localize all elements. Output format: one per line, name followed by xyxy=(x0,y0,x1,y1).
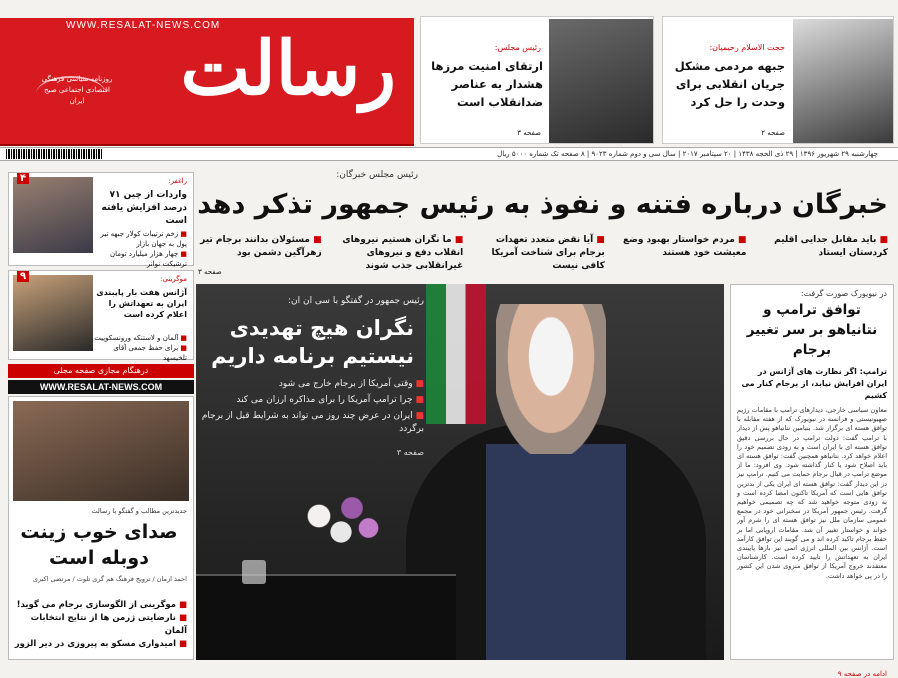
hero-kicker: رئیس جمهور در گفتگو با سی ان ان: xyxy=(287,296,424,306)
left-box-1-page: ۴ xyxy=(17,173,29,184)
left-box-2-headline: آژانس هفت بار پایبندی ایران به تعهداتش را اعلام کرده است xyxy=(96,288,187,319)
left-feature-bullet[interactable]: ■ موگرینی از الگوسازی برجام می گوید! xyxy=(11,599,187,612)
hero-title: نگران هیچ تهدیدی نیستیم برنامه داریم xyxy=(211,316,414,368)
hero-story[interactable] xyxy=(196,284,724,660)
masthead xyxy=(0,18,414,146)
left-section-banner: درهنگام مجازی صفحه مجلی xyxy=(8,364,194,378)
masthead-subtitle: روزنامه سیاسی فرهنگی اقتصادی اجتماعی صبح ایران xyxy=(41,75,113,105)
subhead-item[interactable]: ■ مردم خواستار بهبود وضع معیشت خود هستند xyxy=(613,234,747,280)
left-box-2[interactable] xyxy=(8,270,194,360)
left-box-1-photo xyxy=(13,177,93,253)
subhead-item[interactable]: ■ مسئولان بدانند برجام تیر زهرآگین دشمن بود xyxy=(188,234,322,280)
left-feature-bullet[interactable]: ■ امیدواری مسکو به پیروزی در دیر الزور xyxy=(11,638,187,651)
left-box-2-bullet: ■ آلمان و لاستنکه ورونسکوپیت xyxy=(93,333,187,343)
president-portrait-icon xyxy=(496,304,606,454)
barcode-icon xyxy=(6,149,102,159)
right-body: معاون سیاسی خارجی، دیدارهای ترامپ با مقامات رژیم صهیونیستی و فرانسه در نیویورک که از هفته مقابله با توافق هسته ای برگزار شد. بنیامین نتانیاهو پس از دیدار با ترامپ گفت: دولت ترامپ در حال بررسی دقیق توافق هسته ای با ایران است و به زودی تصمیم خود را اعلام خواهد کرد. نتانیاهو همچنین گفت: توافق هسته ای باید اصلاح شود یا کنار گذاشته شود. وی افزود: ما از موضع ترامپ در قبال برجام حمایت می کنیم. ترامپ نیز در این دیدار گفت: توافق هسته ای ایران یکی از بدترین توافق هایی است که آمریکا تاکنون امضا کرده است و به زودی متوجه خواهید شد که چه تصمیمی خواهیم گرفت. رئیس جمهور آمریکا در سخنرانی خود در مجمع عمومی سازمان ملل نیز توافق هسته ای را شرم آور خواند و خواستار تغییر آن شد. مقامات اروپایی اما بر حفظ برجام تاکید کرده اند و می گویند این توافق کارآمد است. آژانس بین المللی انرژی اتمی نیز بارها پایبندی ایران به تعهداتش را تایید کرده است. کارشناسان معتقدند خروج آمریکا از توافق منزوی شدن این کشور را در پی خواهد داشت. xyxy=(737,406,887,580)
teaser-right-photo xyxy=(793,19,893,143)
left-feature-title: صدای خوب زینت دوبله است xyxy=(20,521,178,569)
hero-bullets xyxy=(199,378,424,439)
left-feature-story[interactable] xyxy=(8,396,194,660)
teaser-left-kicker: رئیس مجلس: xyxy=(494,43,541,52)
hero-bullet: ■ چرا ترامپ آمریکا را برای مذاکره ارزان می کند xyxy=(199,394,424,407)
teaser-left-page: صفحه ۳ xyxy=(517,129,541,137)
teaser-left-photo xyxy=(549,19,653,143)
right-lead: ترامپ: اگر نظارت های آژانس در ایران افزایش نیابد، از برجام کنار می کشیم xyxy=(741,367,887,400)
main-subheads xyxy=(188,234,888,280)
masthead-url: WWW.RESALAT-NEWS.COM xyxy=(66,20,221,31)
right-continued-link[interactable]: ادامه در صفحه ۹ xyxy=(837,670,887,678)
left-feature-bullet[interactable]: ■ نارضایتی ژرمن ها از نتایج انتخابات آلمان xyxy=(11,612,187,638)
hero-page: صفحه ۳ xyxy=(396,448,424,457)
left-box-2-photo xyxy=(13,275,93,351)
dateline-text: چهارشنبه ۲۹ شهریور ۱۳۹۶ | ۲۹ ذی الحجه ۱۴۳۸ | ۲۰ سپتامبر ۲۰۱۷ | سال سی و دوم شماره ۹۰۲۳ | ۸ صفحه تک شماره ۵۰۰۰ ریال xyxy=(497,150,878,158)
right-kicker: در نیویورک صورت گرفت: xyxy=(800,289,887,298)
left-box-1-bullet: ■ زخم ترتیبات کولار جبهه تیر پول به جهان بازار xyxy=(93,229,187,249)
left-url-bar[interactable]: WWW.RESALAT-NEWS.COM xyxy=(8,380,194,394)
teaser-right[interactable] xyxy=(662,16,894,144)
right-column-story[interactable] xyxy=(730,284,894,678)
flower-vase-icon xyxy=(286,484,396,564)
left-box-1-bullet: ■ چهار هزار میلیارد تومان ترشیکت نوانر xyxy=(93,249,187,269)
left-box-1-headline: واردات از چین ۷۱ درصد افزایش یافته است xyxy=(101,190,187,226)
dateline-bar xyxy=(0,147,898,161)
left-feature-photo xyxy=(13,401,189,501)
teaser-left[interactable] xyxy=(420,16,654,144)
left-box-2-kicker: موگرینی: xyxy=(160,275,187,283)
hero-bullet: ■ ایران در عرض چند روز می تواند به شرایط قبل از برجام برگردد xyxy=(199,410,424,436)
subheads-page: صفحه ۳ xyxy=(198,268,222,276)
left-feature-kicker: جدیدترین مطالب و گفتگو با رسالت xyxy=(91,507,187,515)
teaser-right-headline: جبهه مردمی مشکل جریان انقلابی برای وحدت را حل کرد xyxy=(674,59,785,109)
newspaper-logo: رسالت xyxy=(180,26,396,112)
teaser-right-kicker: حجت الاسلام رحیمیان: xyxy=(709,43,785,52)
subhead-item[interactable]: ■ باید مقابل جدایی اقلیم کردستان ایستاد xyxy=(754,234,888,280)
interview-table xyxy=(196,574,456,660)
left-box-2-bullet: ■ برای حفظ جمعی آقای تلخیسهد xyxy=(93,343,187,363)
main-kicker: رئیس مجلس خبرگان: xyxy=(336,170,418,180)
hero-bullet: ■ وقتی آمریکا از برجام خارج می شود xyxy=(199,378,424,391)
subhead-item[interactable]: ■ ما نگران هستیم نیروهای انقلاب دفع و نیروهای غیرانقلابی جذب شوند xyxy=(330,234,464,280)
main-headline[interactable]: خبرگان درباره فتنه و نفوذ به رئیس جمهور تذکر دهد xyxy=(197,189,888,220)
left-feature-bullets xyxy=(11,599,187,651)
left-feature-credits: احمد ازمان / ترویج فرهنگ هم گری تلوت / مرتضی اکبری xyxy=(32,575,187,583)
teaser-left-headline: ارتقای امنیت مرزها هشدار به عناصر ضدانقلاب است xyxy=(431,59,543,109)
water-glass-icon xyxy=(242,560,266,584)
left-box-1-bullets xyxy=(93,229,187,269)
left-box-1-kicker: راغفر: xyxy=(168,177,187,185)
iran-flag-icon xyxy=(426,284,486,424)
left-box-2-page: ۹ xyxy=(17,271,29,282)
president-cloak xyxy=(486,444,626,660)
subhead-item[interactable]: ■ آیا نقض متعدد تعهدات برجام برای شناخت آمریکا کافی نیست xyxy=(471,234,605,280)
left-box-1[interactable] xyxy=(8,172,194,266)
left-box-2-bullets xyxy=(93,333,187,363)
right-title: توافق ترامپ و نتانیاهو بر سر تغییر برجام xyxy=(746,302,878,358)
teaser-right-page: صفحه ۲ xyxy=(761,129,785,137)
